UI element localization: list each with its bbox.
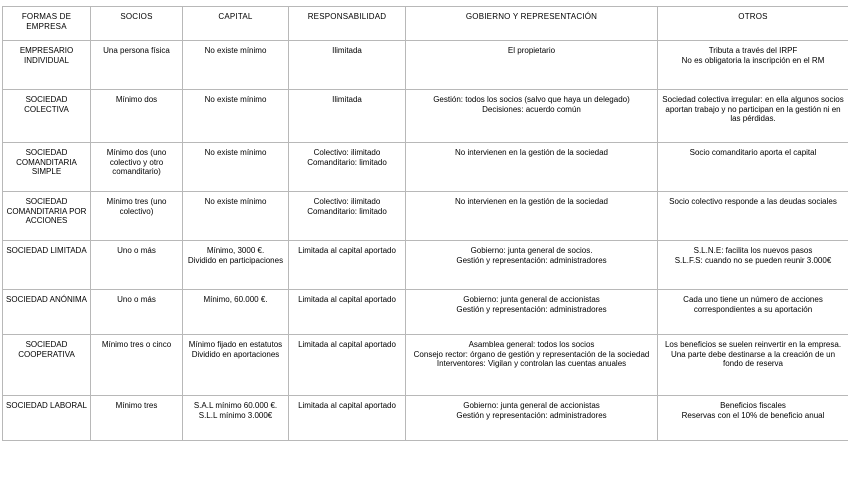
cell-capital: No existe mínimo — [183, 192, 289, 241]
cell-capital: Mínimo fijado en estatutos Dividido en aportaciones — [183, 335, 289, 396]
cell-forma: SOCIEDAD LABORAL — [3, 396, 91, 441]
cell-gobierno: El propietario — [406, 41, 658, 90]
cell-responsabilidad: Ilimitada — [289, 41, 406, 90]
cell-otros: Socio colectivo responde a las deudas sociales — [658, 192, 848, 241]
header-capital: CAPITAL — [183, 7, 289, 41]
table-row — [3, 241, 848, 290]
table-row — [3, 41, 848, 90]
cell-responsabilidad: Ilimitada — [289, 90, 406, 143]
header-responsabilidad: RESPONSABILIDAD — [289, 7, 406, 41]
header-socios: SOCIOS — [91, 7, 183, 41]
table-row — [3, 143, 848, 192]
cell-gobierno: Asamblea general: todos los socios Consejo rector: órgano de gestión y representación de la sociedad Interventores: Vigilan y controlan las cuentas anuales — [406, 335, 658, 396]
cell-socios: Uno o más — [91, 290, 183, 335]
cell-otros: Beneficios fiscales Reservas con el 10% de beneficio anual — [658, 396, 848, 441]
cell-gobierno: No intervienen en la gestión de la sociedad — [406, 143, 658, 192]
cell-forma: SOCIEDAD ANÓNIMA — [3, 290, 91, 335]
cell-otros: S.L.N.E: facilita los nuevos pasos S.L.F.S: cuando no se pueden reunir 3.000€ — [658, 241, 848, 290]
cell-otros: Socio comanditario aporta el capital — [658, 143, 848, 192]
table-row — [3, 290, 848, 335]
cell-capital: Mínimo, 3000 €. Dividido en participaciones — [183, 241, 289, 290]
cell-responsabilidad: Limitada al capital aportado — [289, 335, 406, 396]
cell-socios: Mínimo tres (uno colectivo) — [91, 192, 183, 241]
cell-forma: EMPRESARIO INDIVIDUAL — [3, 41, 91, 90]
cell-responsabilidad: Limitada al capital aportado — [289, 396, 406, 441]
cell-capital: No existe mínimo — [183, 90, 289, 143]
cell-forma: SOCIEDAD COOPERATIVA — [3, 335, 91, 396]
cell-capital: Mínimo, 60.000 €. — [183, 290, 289, 335]
cell-socios: Una persona física — [91, 41, 183, 90]
cell-responsabilidad: Colectivo: ilimitado Comanditario: limitado — [289, 192, 406, 241]
table-row — [3, 90, 848, 143]
cell-otros: Sociedad colectiva irregular: en ella algunos socios aportan trabajo y no participan en la gestión ni en las pérdidas. — [658, 90, 848, 143]
business-forms-table — [2, 6, 848, 441]
cell-socios: Mínimo tres o cinco — [91, 335, 183, 396]
cell-otros: Tributa a través del IRPF No es obligatoria la inscripción en el RM — [658, 41, 848, 90]
cell-socios: Mínimo dos — [91, 90, 183, 143]
cell-socios: Uno o más — [91, 241, 183, 290]
header-otros: OTROS — [658, 7, 848, 41]
cell-gobierno: No intervienen en la gestión de la sociedad — [406, 192, 658, 241]
cell-capital: S.A.L mínimo 60.000 €. S.L.L mínimo 3.000€ — [183, 396, 289, 441]
cell-gobierno: Gobierno: junta general de accionistas Gestión y representación: administradores — [406, 290, 658, 335]
cell-socios: Mínimo dos (uno colectivo y otro comanditario) — [91, 143, 183, 192]
cell-capital: No existe mínimo — [183, 143, 289, 192]
cell-responsabilidad: Limitada al capital aportado — [289, 241, 406, 290]
header-formas: FORMAS DE EMPRESA — [3, 7, 91, 41]
cell-forma: SOCIEDAD COLECTIVA — [3, 90, 91, 143]
cell-socios: Mínimo tres — [91, 396, 183, 441]
cell-otros: Los beneficios se suelen reinvertir en la empresa. Una parte debe destinarse a la creación de un fondo de reserva — [658, 335, 848, 396]
cell-otros: Cada uno tiene un número de acciones correspondientes a su aportación — [658, 290, 848, 335]
header-gobierno: GOBIERNO Y REPRESENTACIÓN — [406, 7, 658, 41]
cell-responsabilidad: Limitada al capital aportado — [289, 290, 406, 335]
cell-gobierno: Gobierno: junta general de accionistas Gestión y representación: administradores — [406, 396, 658, 441]
cell-forma: SOCIEDAD COMANDITARIA POR ACCIONES — [3, 192, 91, 241]
cell-gobierno: Gobierno: junta general de socios. Gestión y representación: administradores — [406, 241, 658, 290]
table-row — [3, 192, 848, 241]
table-row — [3, 335, 848, 396]
cell-forma: SOCIEDAD LIMITADA — [3, 241, 91, 290]
cell-gobierno: Gestión: todos los socios (salvo que haya un delegado) Decisiones: acuerdo común — [406, 90, 658, 143]
table-header-row — [3, 7, 848, 41]
cell-capital: No existe mínimo — [183, 41, 289, 90]
table-row — [3, 396, 848, 441]
cell-responsabilidad: Colectivo: ilimitado Comanditario: limitado — [289, 143, 406, 192]
cell-forma: SOCIEDAD COMANDITARIA SIMPLE — [3, 143, 91, 192]
